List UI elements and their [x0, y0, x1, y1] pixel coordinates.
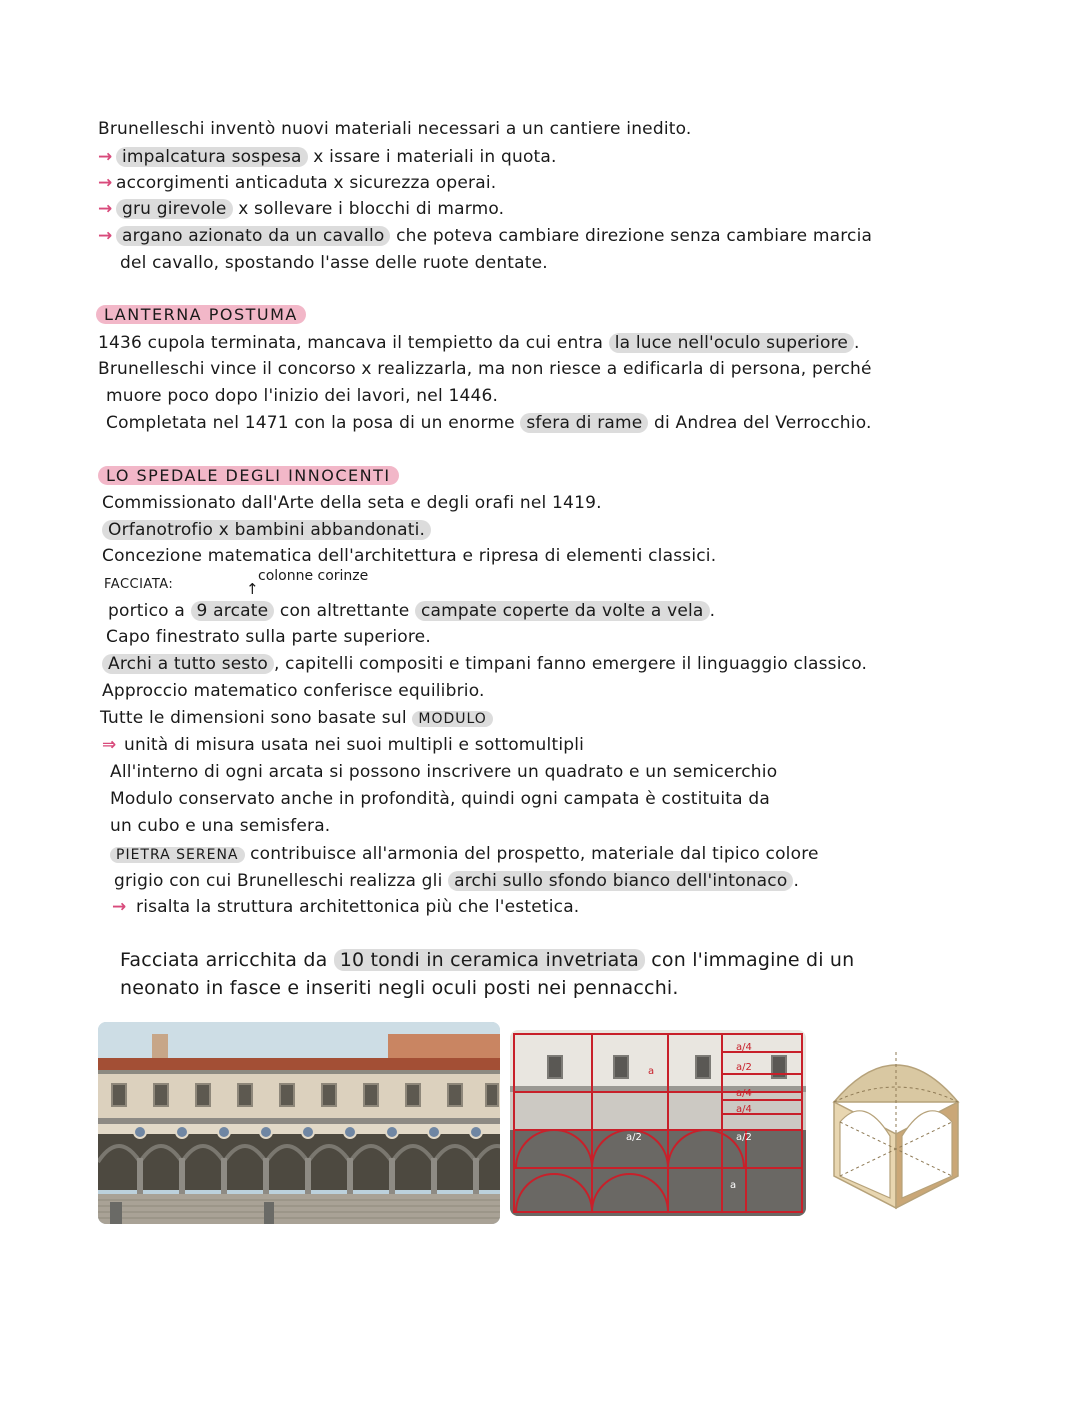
- diagram-label: a/4: [736, 1042, 752, 1053]
- highlight: archi sullo sfondo bianco dell'intonaco: [448, 871, 793, 891]
- text-line: grigio con cui Brunelleschi realizza gli archi sullo sfondo bianco dell'intonaco .: [114, 871, 800, 891]
- diagram-label: a: [730, 1180, 737, 1191]
- colonne-note: colonne corinze: [258, 568, 369, 584]
- text-line: Capo finestrato sulla parte superiore.: [106, 627, 431, 647]
- diagram-label: a: [648, 1066, 655, 1077]
- list-item: → gru girevole x sollevare i blocchi di marmo.: [98, 196, 504, 222]
- double-arrow-icon: ⇒: [102, 735, 117, 755]
- text-line: All'interno di ogni arcata si possono inscrivere un quadrato e un semicerchio: [110, 762, 778, 782]
- highlight: la luce nell'oculo superiore: [609, 333, 854, 353]
- highlight: Orfanotrofio x bambini abbandonati.: [102, 520, 431, 540]
- text-line: Commissionato dall'Arte della seta e degli orafi nel 1419.: [102, 493, 602, 513]
- text-line: ⇒ unità di misura usata nei suoi multipli e sottomultipli: [102, 732, 584, 758]
- highlight: campate coperte da volte a vela: [415, 601, 710, 621]
- highlight: Archi a tutto sesto: [102, 654, 274, 674]
- facade-photo: [98, 1022, 500, 1224]
- highlight: 9 arcate: [191, 601, 275, 621]
- arrow-right-icon: →: [112, 897, 127, 917]
- arrow-right-icon: →: [98, 199, 113, 219]
- section-title: LO SPEDALE DEGLI INNOCENTI: [98, 463, 399, 489]
- module-diagram: [510, 1030, 806, 1216]
- diagram-label: a/2: [626, 1132, 642, 1143]
- arrow-right-icon: →: [98, 147, 113, 167]
- diagram-label: a/4: [736, 1104, 752, 1115]
- highlight: 10 tondi in ceramica invetriata: [334, 949, 645, 971]
- text-line: portico a 9 arcate con altrettante campate coperte da volte a vela .: [108, 601, 716, 621]
- highlight: sfera di rame: [520, 413, 648, 433]
- text-line: Facciata arricchita da 10 tondi in ceramica invetriata con l'immagine di un: [120, 949, 855, 971]
- text-line: → risalta la struttura architettonica più che l'estetica.: [112, 894, 579, 920]
- text-line: un cubo e una semisfera.: [110, 816, 331, 836]
- list-item: → impalcatura sospesa x issare i materiali in quota.: [98, 144, 557, 170]
- text-line: Archi a tutto sesto , capitelli compositi e timpani fanno emergere il linguaggio classico.: [102, 651, 867, 677]
- text-line: Modulo conservato anche in profondità, quindi ogni campata è costituita da: [110, 789, 770, 809]
- sail-vault-drawing: [826, 1042, 966, 1210]
- section-title: LANTERNA POSTUMA: [96, 302, 306, 328]
- diagram-label: a/2: [736, 1132, 752, 1143]
- text-line: Completata nel 1471 con la posa di un enorme sfera di rame di Andrea del Verrocchio.: [106, 413, 872, 433]
- highlight: PIETRA SERENA: [110, 847, 245, 863]
- text-line: neonato in fasce e inseriti negli oculi posti nei pennacchi.: [120, 977, 679, 999]
- text-line: Approccio matematico conferisce equilibrio.: [102, 681, 485, 701]
- text-line: Concezione matematica dell'architettura e ripresa di elementi classici.: [102, 546, 717, 566]
- arrow-right-icon: →: [98, 226, 113, 246]
- diagram-label: a/4: [736, 1088, 752, 1099]
- text-line: PIETRA SERENA contribuisce all'armonia del prospetto, materiale dal tipico colore: [110, 841, 819, 868]
- highlight: argano azionato da un cavallo: [116, 226, 390, 246]
- text-line: Brunelleschi vince il concorso x realizzarla, ma non riesce a edificarla di persona, perché: [98, 359, 872, 379]
- arrow-right-icon: →: [98, 173, 113, 193]
- highlight: MODULO: [412, 711, 492, 727]
- arrow-up-icon: ↑: [246, 580, 259, 598]
- text-line: 1436 cupola terminata, mancava il tempietto da cui entra la luce nell'oculo superiore .: [98, 333, 860, 353]
- highlight: gru girevole: [116, 199, 233, 219]
- list-item: → accorgimenti anticaduta x sicurezza operai.: [98, 170, 496, 196]
- list-item: → argano azionato da un cavallo che poteva cambiare direzione senza cambiare marcia: [98, 223, 872, 249]
- intro-line: Brunelleschi inventò nuovi materiali necessari a un cantiere inedito.: [98, 119, 692, 139]
- list-item-continuation: del cavallo, spostando l'asse delle ruote dentate.: [120, 253, 548, 273]
- text-line: Tutte le dimensioni sono basate sul MODULO: [100, 705, 493, 732]
- text-line: [102, 517, 431, 543]
- facciata-label: FACCIATA:: [104, 577, 174, 592]
- text-line: muore poco dopo l'inizio dei lavori, nel 1446.: [106, 386, 499, 406]
- highlight: impalcatura sospesa: [116, 147, 308, 167]
- diagram-label: a/2: [736, 1062, 752, 1073]
